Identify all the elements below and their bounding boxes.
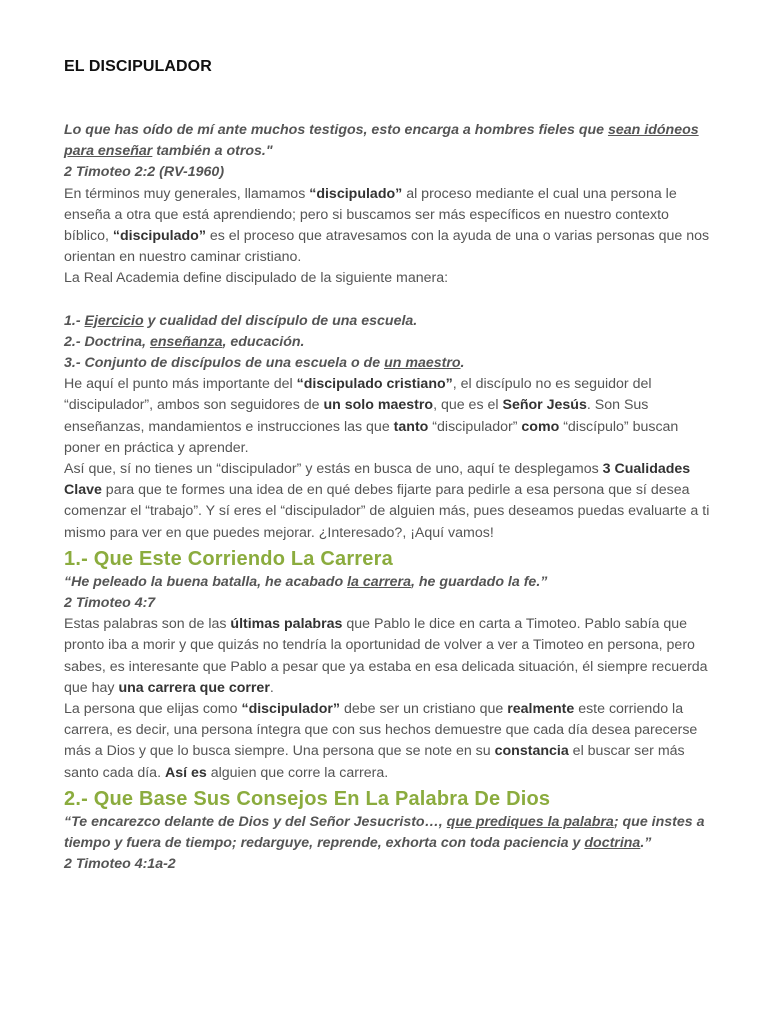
section-2-heading: 2.- Que Base Sus Consejos En La Palabra De Dios [64, 787, 551, 810]
definition-2: 2.- Doctrina, enseñanza, educación. [64, 333, 305, 350]
intro-quote [64, 120, 714, 162]
section-2-quote: “Te encarezco delante de Dios y del Señor Jesucristo…, que prediques la palabra; que instes a tiempo y fuera de tiempo; redarguye, reprende, exhorta con toda paciencia y doctrina.” [64, 813, 705, 852]
section-1-paragraph-1: Estas palabras son de las últimas palabras que Pablo le dice en carta a Timoteo. Pablo sabía que pronto iba a morir y que quizás no tendría la oportunidad de volver a ver a Timoteo en persona, pero sabes, es interesante que Pablo a pesar que ya estaba en esa delicada situación, él siempre recuerda que hay una carrera que correr. [64, 616, 708, 696]
section-2-reference: 2 Timoteo 4:1a-2 [64, 856, 176, 873]
paragraph-real-academia: La Real Academia define discipulado de la siguiente manera: [64, 270, 449, 287]
document-title: EL DISCIPULADOR [64, 58, 212, 75]
document-body [64, 120, 714, 876]
intro-quote-reference: 2 Timoteo 2:2 (RV-1960) [64, 164, 225, 181]
intro-quote-underlined: sean idóneos para enseñar [64, 122, 699, 160]
section-1-heading: 1.- Que Este Corriendo La Carrera [64, 547, 393, 570]
paragraph-discipulado-cristiano: He aquí el punto más importante del “discipulado cristiano”, el discípulo no es seguidor del “discipulador”, ambos son seguidores de un solo maestro, que es el Señor Jesús. Son Sus enseñanzas, mandamientos e instrucciones las que tanto “discipulador” como “discípulo” buscan poner en práctica y aprender. [64, 376, 679, 456]
definition-3: 3.- Conjunto de discípulos de una escuela o de un maestro. [64, 355, 465, 372]
section-1-reference: 2 Timoteo 4:7 [64, 595, 156, 612]
section-1-quote: “He peleado la buena batalla, he acabado la carrera, he guardado la fe.” [64, 573, 548, 590]
intro-quote-text-b: también a otros." [152, 143, 273, 160]
paragraph-cualidades: Así que, sí no tienes un “discipulador” y estás en busca de uno, aquí te desplegamos 3 Cualidades Clave para que te formes una idea de en qué debes fijarte para pedirle a esa persona que sí desea comenzar el “trabajo”. Y sí eres el “discipulador” de alguien más, pues deseamos puedas evaluarte a ti mismo para ver en que puedes mejorar. ¿Interesado?, ¡Aquí vamos! [64, 461, 710, 541]
definition-1: 1.- Ejercicio y cualidad del discípulo de una escuela. [64, 312, 418, 329]
section-1-paragraph-2: La persona que elijas como “discipulador” debe ser un cristiano que realmente este corriendo la carrera, es decir, una persona íntegra que con sus hechos demuestre que cada día desea parecerse más a Dios y que lo busca siempre. Una persona que se note en su constancia el buscar ser más santo cada día. Así es alguien que corre la carrera. [64, 701, 698, 781]
spacer [64, 290, 714, 311]
paragraph-discipulado: En términos muy generales, llamamos “discipulado” al proceso mediante el cual una persona le enseña a otra que está aprendiendo; pero si buscamos ser más específicos en nuestro contexto bíblico, “discipulado” es el proceso que atravesamos con la ayuda de una o varias personas que nos orientan en nuestro caminar cristiano. [64, 185, 710, 266]
intro-quote-text-a: Lo que has oído de mí ante muchos testigos, esto encarga a hombres fieles que [64, 122, 608, 138]
